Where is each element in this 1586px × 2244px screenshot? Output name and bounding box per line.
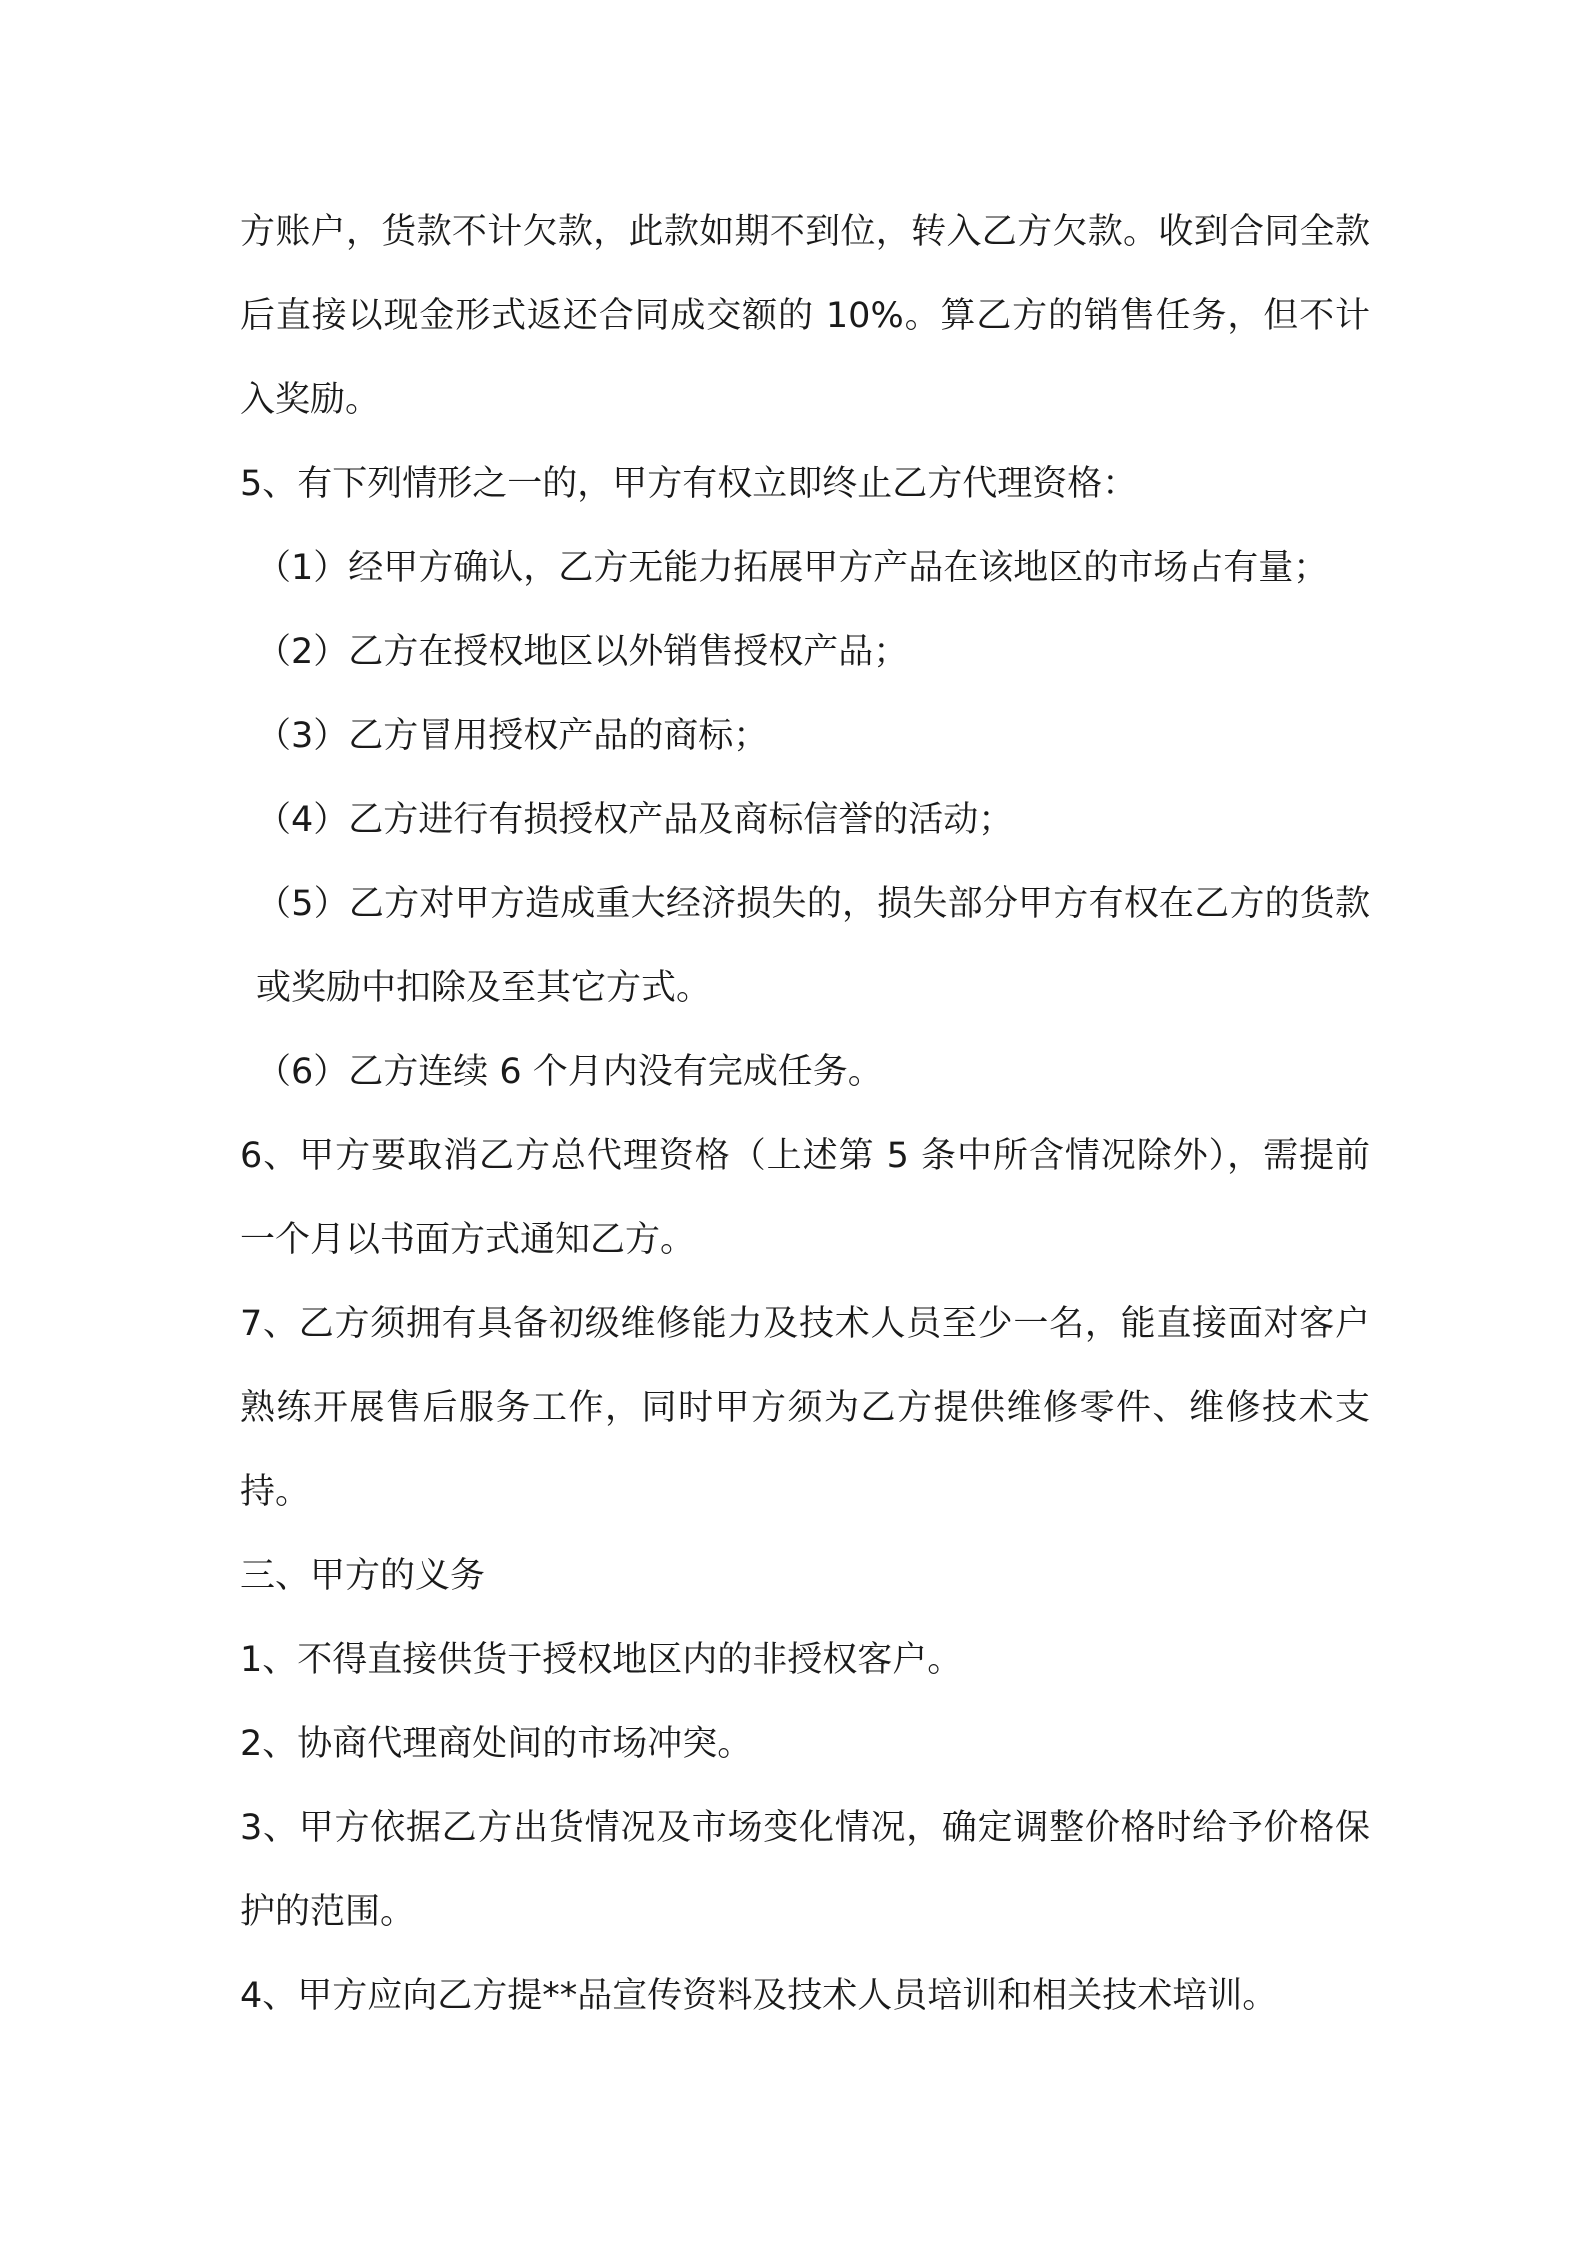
- clause-7: 7、乙方须拥有具备初级维修能力及技术人员至少一名，能直接面对客户熟练开展售后服务工作，同时甲方须为乙方提供维修零件、维修技术支持。: [240, 1304, 1370, 1512]
- obligation-4: 4、甲方应向乙方提**品宣传资料及技术人员培训和相关技术培训。: [240, 1976, 1278, 2016]
- clause-5-item-3: （3）乙方冒用授权产品的商标；: [256, 716, 769, 756]
- clause-5-item-4: （4）乙方进行有损授权产品及商标信誉的活动；: [256, 800, 1014, 840]
- clause-5-heading: 5、有下列情形之一的，甲方有权立即终止乙方代理资格：: [240, 464, 1138, 504]
- paragraph-continuation: 方账户，货款不计欠款，此款如期不到位，转入乙方欠款。收到合同全款后直接以现金形式返还合同成交额的 10%。算乙方的销售任务，但不计入奖励。: [240, 212, 1370, 420]
- clause-5-item-1: （1）经甲方确认，乙方无能力拓展甲方产品在该地区的市场占有量；: [256, 548, 1329, 588]
- obligation-3: 3、甲方依据乙方出货情况及市场变化情况，确定调整价格时给予价格保护的范围。: [240, 1808, 1370, 1932]
- section-3-heading: 三、甲方的义务: [240, 1556, 486, 1596]
- clause-5-item-5: （5）乙方对甲方造成重大经济损失的，损失部分甲方有权在乙方的货款或奖励中扣除及至其它方式。: [256, 884, 1370, 1008]
- clause-5-item-6: （6）乙方连续 6 个月内没有完成任务。: [256, 1052, 883, 1092]
- obligation-1: 1、不得直接供货于授权地区内的非授权客户。: [240, 1640, 963, 1680]
- obligation-2: 2、协商代理商处间的市场冲突。: [240, 1724, 753, 1764]
- clause-6: 6、甲方要取消乙方总代理资格（上述第 5 条中所含情况除外），需提前一个月以书面方式通知乙方。: [240, 1136, 1370, 1260]
- document-page: [240, 190, 1370, 2038]
- clause-5-item-2: （2）乙方在授权地区以外销售授权产品；: [256, 632, 909, 672]
